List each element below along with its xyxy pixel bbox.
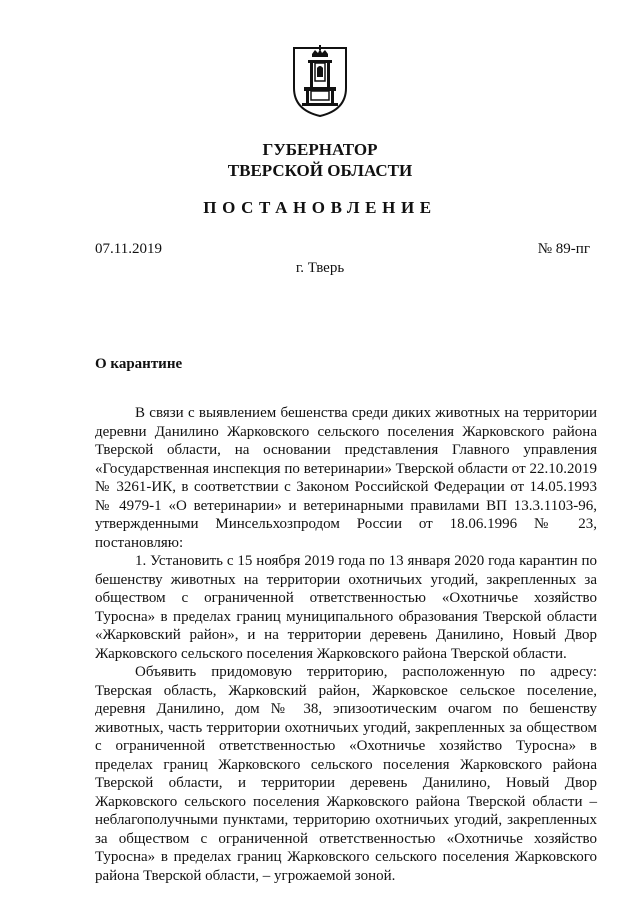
tver-coat-of-arms-icon: [290, 44, 350, 118]
issuer-region: ТВЕРСКОЙ ОБЛАСТИ: [227, 161, 413, 180]
paragraph: Объявить придомовую территорию, расположенную по адресу: Тверская область, Жарковский район, Жарковское сельское поселение, деревня Данилино, дом № 38, эпизоотическим очагом по бешенству животных, часть территории охотничьих угодий, закрепленных за обществом с ограниченной ответственностью «Охотничье хозяйство Туросна» в пределах границ Жарковского сельского поселения Жарковского района Тверской области, и территории деревень Данилино, Новый Двор Жарковского сельского поселения Жарковского района Тверской области – неблагополучными пунктами, территорию охотничьих угодий, закрепленных за обществом с ограниченной ответственностью «Охотничье хозяйство Туросна» в пределах границ Жарковского сельского поселения Жарковского района Тверской области, – угрожаемой зоной.: [95, 664, 597, 884]
document-number: № 89-пг: [537, 241, 590, 257]
issuer-title: ГУБЕРНАТОР: [262, 140, 378, 159]
document-city: г. Тверь: [295, 260, 345, 276]
document-subject: О карантине: [95, 356, 183, 372]
paragraph: 1. Установить с 15 ноября 2019 года по 13 января 2020 года карантин по бешенству животных на территории охотничьих угодий, закрепленных за обществом с ограниченной ответственностью «Охотничье хозяйство Туросна» в пределах границ муниципального образования Тверской области «Жарковский район», и на территории деревень Данилино, Новый Двор Жарковского сельского поселения Жарковского района Тверской области.: [95, 553, 597, 662]
document-type: ПОСТАНОВЛЕНИЕ: [203, 198, 437, 217]
paragraph: В связи с выявлением бешенства среди диких животных на территории деревни Данилино Жарковского сельского поселения Жарковского района Тверской области, на основании представления Главного управления «Государственная инспекция по ветеринарии» Тверской области от 22.10.2019 № 3261-ИК, в соответствии с Законом Российской Федерации от 14.05.1993 № 4979-1 «О ветеринарии» и ветеринарными правилами ВП 13.3.1103-96, утвержденными Минсельхозпродом России от 18.06.1996 № 23, постановляю:: [95, 405, 597, 551]
document-body: [95, 404, 597, 885]
document-date: 07.11.2019: [95, 241, 162, 257]
